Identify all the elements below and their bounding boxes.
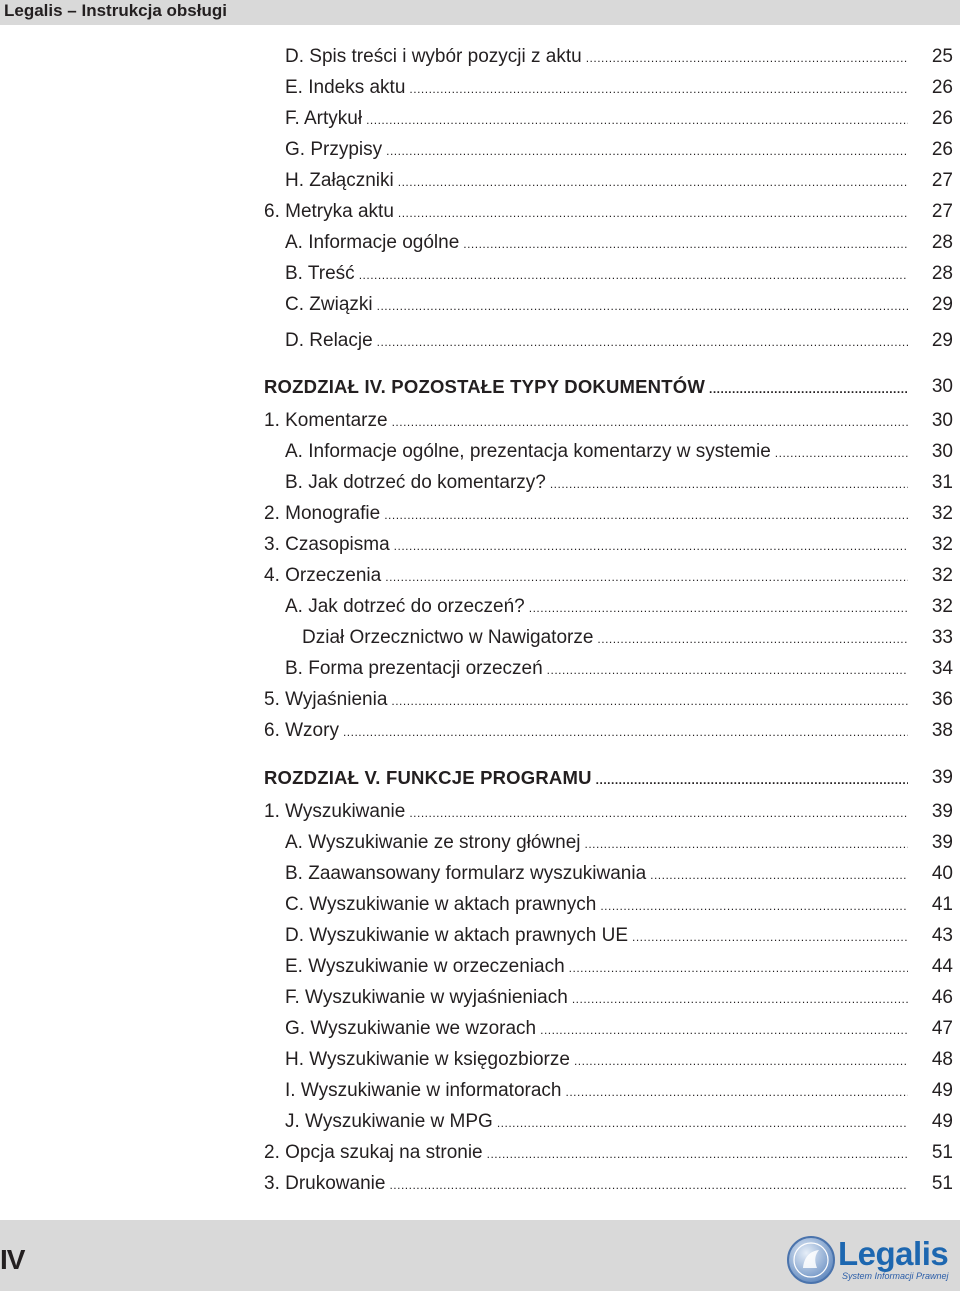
logo-wordmark: Legalis: [838, 1235, 949, 1272]
toc-entry[interactable]: [285, 861, 908, 887]
toc-leader-dots: [385, 564, 908, 590]
toc-entry-title: A. Wyszukiwanie ze strony głównej: [285, 832, 581, 853]
toc-leader-dots: [540, 1017, 908, 1043]
toc-leader-dots: [600, 893, 908, 919]
toc-page-number: 28: [931, 232, 953, 253]
toc-entry-title: D. Wyszukiwanie w aktach prawnych UE: [285, 925, 629, 946]
toc-entry-title: D. Spis treści i wybór pozycji z aktu: [285, 46, 582, 67]
toc-entry-title: G. Wyszukiwanie we wzorach: [285, 1018, 537, 1039]
toc-entry-title: B. Forma prezentacji orzeczeń: [285, 658, 543, 679]
legalis-logo: [786, 1235, 956, 1285]
toc-page-number: 27: [931, 201, 953, 222]
toc-entry-title: B. Zaawansowany formularz wyszukiwania: [285, 863, 647, 884]
toc-leader-dots: [359, 262, 908, 288]
beck-seal-icon: [786, 1235, 836, 1285]
toc-entry-title: B. Treść: [285, 263, 355, 284]
toc-page-number: 29: [931, 294, 953, 315]
toc-entry-title: B. Jak dotrzeć do komentarzy?: [285, 472, 546, 493]
toc-page-number: 49: [931, 1111, 953, 1132]
toc-page-number: 33: [931, 627, 953, 648]
toc-entry[interactable]: [285, 1016, 908, 1042]
toc-page-number: 39: [931, 832, 953, 853]
toc-page-number: 40: [931, 863, 953, 884]
toc-entry[interactable]: [285, 594, 908, 620]
toc-leader-dots: [377, 293, 908, 319]
toc-page-number: 47: [931, 1018, 953, 1039]
toc-entry-title: 2. Opcja szukaj na stronie: [264, 1142, 483, 1163]
toc-page-number: 27: [931, 170, 953, 191]
toc-entry[interactable]: [302, 625, 908, 651]
toc-leader-dots: [547, 657, 908, 683]
toc-entry[interactable]: [285, 923, 908, 949]
toc-entry-title: C. Wyszukiwanie w aktach prawnych: [285, 894, 597, 915]
toc-leader-dots: [398, 169, 908, 195]
toc-page-number: 39: [931, 801, 953, 822]
toc-leader-dots: [366, 107, 908, 133]
toc-page-number: 31: [931, 472, 953, 493]
toc-entry-title: J. Wyszukiwanie w MPG: [285, 1111, 493, 1132]
toc-page-number: 28: [931, 263, 953, 284]
toc-entry[interactable]: [285, 106, 908, 132]
toc-entry-title: 6. Metryka aktu: [264, 201, 394, 222]
toc-page-number: 36: [931, 689, 953, 710]
toc-entry-title: A. Informacje ogólne, prezentacja komentarzy w systemie: [285, 441, 771, 462]
toc-page-number: 34: [931, 658, 953, 679]
toc-entry[interactable]: [264, 199, 908, 225]
toc-leader-dots: [386, 138, 908, 164]
toc-leader-dots: [572, 986, 908, 1012]
toc-entry[interactable]: [264, 501, 908, 527]
toc-page-number: 29: [931, 330, 953, 351]
page-folio: IV: [0, 1244, 25, 1275]
toc-page-number: 49: [931, 1080, 953, 1101]
toc-entry-title: A. Jak dotrzeć do orzeczeń?: [285, 596, 525, 617]
toc-leader-dots: [343, 719, 908, 745]
toc-entry-title: ROZDZIAŁ V. FUNKCJE PROGRAMU: [264, 767, 592, 788]
toc-entry[interactable]: [264, 532, 908, 558]
toc-leader-dots: [529, 595, 908, 621]
toc-entry-title: 1. Wyszukiwanie: [264, 801, 406, 822]
toc-page-number: 32: [931, 596, 953, 617]
toc-leader-dots: [377, 329, 908, 355]
toc-entry-title: F. Artykuł: [285, 108, 363, 129]
toc-leader-dots: [392, 409, 908, 435]
toc-entry[interactable]: [285, 261, 908, 287]
toc-entry[interactable]: [264, 718, 908, 744]
toc-page-number: 51: [931, 1142, 953, 1163]
toc-entry-title: E. Wyszukiwanie w orzeczeniach: [285, 956, 565, 977]
toc-entry-title: H. Wyszukiwanie w księgozbiorze: [285, 1049, 570, 1070]
toc-entry[interactable]: [285, 230, 908, 256]
toc-leader-dots: [389, 1172, 908, 1198]
toc-entry-title: 5. Wyjaśnienia: [264, 689, 388, 710]
toc-page-number: 41: [931, 894, 953, 915]
toc-entry[interactable]: [285, 892, 908, 918]
toc-page-number: 51: [931, 1173, 953, 1194]
toc-entry[interactable]: [285, 1078, 908, 1104]
toc-entry[interactable]: [264, 563, 908, 589]
toc-entry-title: I. Wyszukiwanie w informatorach: [285, 1080, 562, 1101]
toc-entry-title: ROZDZIAŁ IV. POZOSTAŁE TYPY DOKUMENTÓW: [264, 376, 705, 397]
toc-leader-dots: [574, 1048, 908, 1074]
toc-leader-dots: [775, 440, 908, 466]
toc-entry[interactable]: [264, 1171, 908, 1197]
toc-page-number: 39: [931, 767, 953, 788]
toc-entry-title: A. Informacje ogólne: [285, 232, 460, 253]
toc-leader-dots: [597, 626, 908, 652]
toc-entry-title: 3. Drukowanie: [264, 1173, 386, 1194]
toc-entry-title: C. Związki: [285, 294, 373, 315]
toc-page-number: 26: [931, 108, 953, 129]
toc-chapter-heading[interactable]: [264, 765, 908, 791]
toc-entry[interactable]: [285, 328, 908, 354]
toc-leader-dots: [709, 376, 908, 402]
toc-entry-title: G. Przypisy: [285, 139, 383, 160]
toc-leader-dots: [409, 800, 908, 826]
toc-leader-dots: [632, 924, 908, 950]
toc-entry[interactable]: [285, 439, 908, 465]
toc-entry-title: 2. Monografie: [264, 503, 381, 524]
toc-page-number: 32: [931, 565, 953, 586]
toc-entry[interactable]: [285, 470, 908, 496]
toc-entry[interactable]: [285, 954, 908, 980]
toc-entry-title: F. Wyszukiwanie w wyjaśnieniach: [285, 987, 568, 1008]
toc-leader-dots: [586, 45, 908, 71]
toc-leader-dots: [596, 767, 908, 793]
toc-leader-dots: [463, 231, 908, 257]
running-header-title: Legalis – Instrukcja obsługi: [4, 1, 227, 20]
toc-entry-title: Dział Orzecznictwo w Nawigatorze: [302, 627, 594, 648]
toc-page-number: 25: [931, 46, 953, 67]
toc-entry[interactable]: [285, 985, 908, 1011]
toc-page-number: 30: [931, 410, 953, 431]
toc-leader-dots: [398, 200, 908, 226]
toc-entry-title: D. Relacje: [285, 330, 373, 351]
toc-entry[interactable]: [285, 830, 908, 856]
logo-tagline: System Informacji Prawnej: [842, 1271, 949, 1281]
toc-page-number: 43: [931, 925, 953, 946]
toc-page-number: 32: [931, 534, 953, 555]
toc-leader-dots: [550, 471, 908, 497]
toc-leader-dots: [384, 502, 908, 528]
toc-entry[interactable]: [264, 799, 908, 825]
toc-leader-dots: [487, 1141, 908, 1167]
toc-leader-dots: [569, 955, 908, 981]
toc-page-number: 26: [931, 77, 953, 98]
toc-page-number: 30: [931, 376, 953, 397]
toc-page-number: 44: [931, 956, 953, 977]
toc-leader-dots: [650, 862, 908, 888]
toc-entry[interactable]: [285, 292, 908, 318]
toc-leader-dots: [497, 1110, 908, 1136]
toc-entry[interactable]: [285, 168, 908, 194]
toc-entry-title: E. Indeks aktu: [285, 77, 406, 98]
toc-leader-dots: [391, 688, 908, 714]
toc-page-number: 32: [931, 503, 953, 524]
toc-leader-dots: [409, 76, 908, 102]
toc-entry[interactable]: [264, 408, 908, 434]
toc-page-number: 26: [931, 139, 953, 160]
toc-entry[interactable]: [285, 44, 908, 70]
toc-leader-dots: [585, 831, 908, 857]
toc-entry[interactable]: [285, 137, 908, 163]
toc-entry[interactable]: [285, 656, 908, 682]
toc-entry-title: 6. Wzory: [264, 720, 339, 741]
toc-page-number: 46: [931, 987, 953, 1008]
toc-leader-dots: [394, 533, 908, 559]
toc-chapter-heading[interactable]: [264, 374, 908, 400]
toc-entry[interactable]: [264, 687, 908, 713]
toc-entry-title: 4. Orzeczenia: [264, 565, 382, 586]
toc-page-number: 38: [931, 720, 953, 741]
toc-page-number: 48: [931, 1049, 953, 1070]
toc-entry-title: 1. Komentarze: [264, 410, 388, 431]
toc-entry[interactable]: [285, 75, 908, 101]
toc-entry[interactable]: [285, 1109, 908, 1135]
toc-entry-title: 3. Czasopisma: [264, 534, 390, 555]
toc-entry[interactable]: [264, 1140, 908, 1166]
toc-page-number: 30: [931, 441, 953, 462]
toc-leader-dots: [565, 1079, 908, 1105]
toc-entry[interactable]: [285, 1047, 908, 1073]
toc-entry-title: H. Załączniki: [285, 170, 394, 191]
